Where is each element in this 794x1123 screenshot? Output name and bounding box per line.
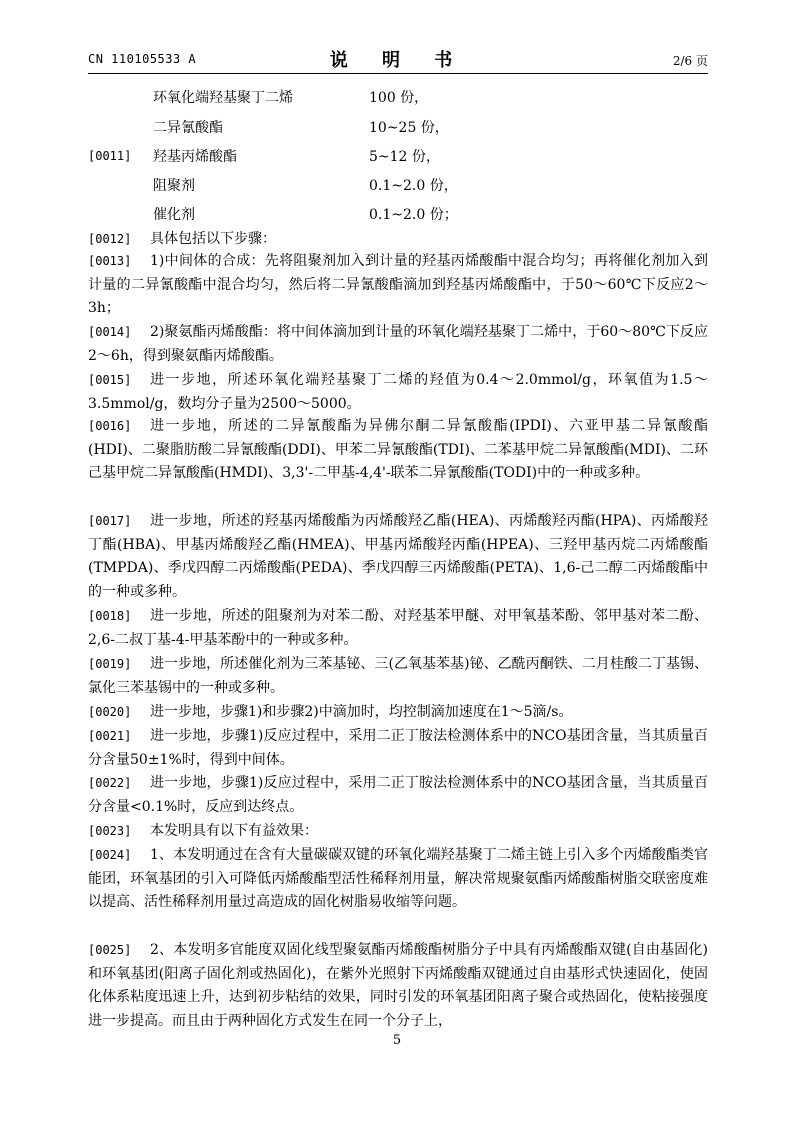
- paragraph-text: 1)中间体的合成：先将阻聚剂加入到计量的羟基丙烯酸酯中混合均匀；再将催化剂加入到计量的二异氰酸酯中混合均匀，然后将二异氰酸酯滴加到羟基丙烯酸酯中，于50～60℃下反应2～3h；: [88, 253, 708, 316]
- paragraph: [88, 653, 708, 700]
- paragraph: [88, 820, 708, 844]
- page-number: 5: [392, 1033, 402, 1048]
- component-name: 环氧化端羟基聚丁二烯: [153, 90, 293, 106]
- paragraph-number: [0014]: [88, 325, 132, 339]
- component-name: 催化剂: [153, 207, 195, 223]
- paragraph-number: [0024]: [88, 848, 132, 862]
- paragraph: [88, 939, 708, 1033]
- component-amount: 10~25 份，: [369, 120, 449, 136]
- paragraph-number: [0016]: [88, 419, 132, 433]
- paragraph-number: [0015]: [88, 373, 132, 387]
- paragraph-text: 具体包括以下步骤：: [150, 231, 276, 247]
- component-name: 阻聚剂: [153, 178, 195, 194]
- paragraph-number: [0021]: [88, 729, 132, 743]
- paragraph-text: 进一步地，所述催化剂为三苯基铋、三(乙氧基苯基)铋、乙酰丙酮铁、二月桂酸二丁基锡、氯化三苯基锡中的一种或多种。: [88, 656, 708, 696]
- paragraph-number: [0013]: [88, 254, 132, 268]
- composition-row: [88, 175, 708, 201]
- component-name: 羟基丙烯酸酯: [153, 149, 237, 165]
- paragraph: [88, 415, 708, 486]
- paragraph: [88, 321, 708, 368]
- paragraph-text: 1、本发明通过在含有大量碳碳双键的环氧化端羟基聚丁二烯主链上引入多个丙烯酸酯类官能团，环氧基团的引入可降低丙烯酸酯型活性稀释剂用量，解决常规聚氨酯丙烯酸酯树脂交联密度难以提高、活性稀释剂用量过高造成的固化树脂易收缩等问题。: [88, 847, 708, 910]
- paragraph-number: [0019]: [88, 657, 132, 671]
- component-amount: 100 份，: [369, 90, 429, 106]
- paragraph: [88, 725, 708, 772]
- paragraph-number: [0025]: [88, 943, 132, 957]
- paragraph: [88, 772, 708, 819]
- composition-row: [88, 146, 708, 172]
- paragraph-number: [0012]: [88, 232, 132, 246]
- paragraph-number: [0023]: [88, 824, 132, 838]
- paragraph-text: 2)聚氨酯丙烯酸酯：将中间体滴加到计量的环氧化端羟基聚丁二烯中，于60～80℃下反应2～6h，得到聚氨酯丙烯酸酯。: [88, 324, 708, 364]
- paragraph: [88, 369, 708, 416]
- paragraph-text: 本发明具有以下有益效果：: [150, 823, 318, 839]
- component-amount: 5~12 份，: [369, 149, 440, 165]
- composition-row: [88, 87, 708, 113]
- paragraph-text: 进一步地，所述的羟基丙烯酸酯为丙烯酸羟乙酯(HEA)、丙烯酸羟丙酯(HPA)、丙烯酸羟丁酯(HBA)、甲基丙烯酸羟乙酯(HMEA)、甲基丙烯酸羟丙酯(HPEA)、三羟甲基丙烷二丙烯酸酯(TMPDA)、季戊四醇二丙烯酸酯(PEDA)、季戊四醇三丙烯酸酯(PETA)、1,6-己二醇二丙烯酸酯中的一种或多种。: [88, 513, 708, 600]
- paragraph: [88, 844, 708, 915]
- paragraph: [88, 605, 708, 652]
- composition-row: [88, 117, 708, 143]
- paragraph-text: 进一步地，步骤1)反应过程中，采用二正丁胺法检测体系中的NCO基团含量，当其质量百分含量50±1%时，得到中间体。: [88, 728, 708, 768]
- paragraph: [88, 250, 708, 321]
- publication-number: CN 110105533 A: [88, 52, 197, 66]
- paragraph: [88, 510, 708, 604]
- paragraph-number: [0017]: [88, 514, 132, 528]
- paragraph-text: 进一步地，所述的二异氰酸酯为异佛尔酮二异氰酸酯(IPDI)、六亚甲基二异氰酸酯(HDI)、二聚脂肪酸二异氰酸酯(DDI)、甲苯二异氰酸酯(TDI)、二苯基甲烷二异氰酸酯(MDI)、二环己基甲烷二异氰酸酯(HMDI)、3,3'-二甲基-4,4'-联苯二异氰酸酯(TODI)中的一种或多种。: [88, 418, 708, 481]
- paragraph: [88, 701, 708, 725]
- paragraph-text: 2、本发明多官能度双固化线型聚氨酯丙烯酸酯树脂分子中具有丙烯酸酯双键(自由基固化)和环氧基团(阳离子固化剂或热固化)，在紫外光照射下丙烯酸酯双键通过自由基形式快速固化，使固化体系粘度迅速上升，达到初步粘结的效果，同时引发的环氧基团阳离子聚合或热固化，使粘接强度进一步提高。而且由于两种固化方式发生在同一个分子上，: [88, 942, 708, 1029]
- header-rule: [88, 73, 708, 74]
- paragraph-text: 进一步地，所述环氧化端羟基聚丁二烯的羟值为0.4～2.0mmol/g，环氧值为1.5～3.5mmol/g，数均分子量为2500～5000。: [88, 372, 708, 412]
- component-amount: 0.1~2.0 份，: [369, 178, 458, 194]
- page-title: 说 明 书: [329, 50, 467, 71]
- paragraph-number: [0018]: [88, 609, 132, 623]
- paragraph-text: 进一步地，所述的阻聚剂为对苯二酚、对羟基苯甲醚、对甲氧基苯酚、邻甲基对苯二酚、2,6-二叔丁基-4-甲基苯酚中的一种或多种。: [88, 608, 708, 648]
- paragraph-text: 进一步地，步骤1)反应过程中，采用二正丁胺法检测体系中的NCO基团含量，当其质量百分含量<0.1%时，反应到达终点。: [88, 775, 708, 815]
- paragraph-text: 进一步地，步骤1)和步骤2)中滴加时，均控制滴加速度在1～5滴/s。: [150, 704, 573, 720]
- composition-row: [88, 204, 708, 230]
- paragraph-number: [0022]: [88, 776, 132, 790]
- page-indicator: 2/6 页: [672, 54, 708, 68]
- paragraph-number: [0011]: [88, 149, 132, 163]
- paragraph-number: [0020]: [88, 705, 132, 719]
- page-header: [88, 50, 708, 72]
- paragraph: [88, 228, 708, 252]
- component-name: 二异氰酸酯: [153, 120, 223, 136]
- component-amount: 0.1~2.0 份；: [369, 207, 458, 223]
